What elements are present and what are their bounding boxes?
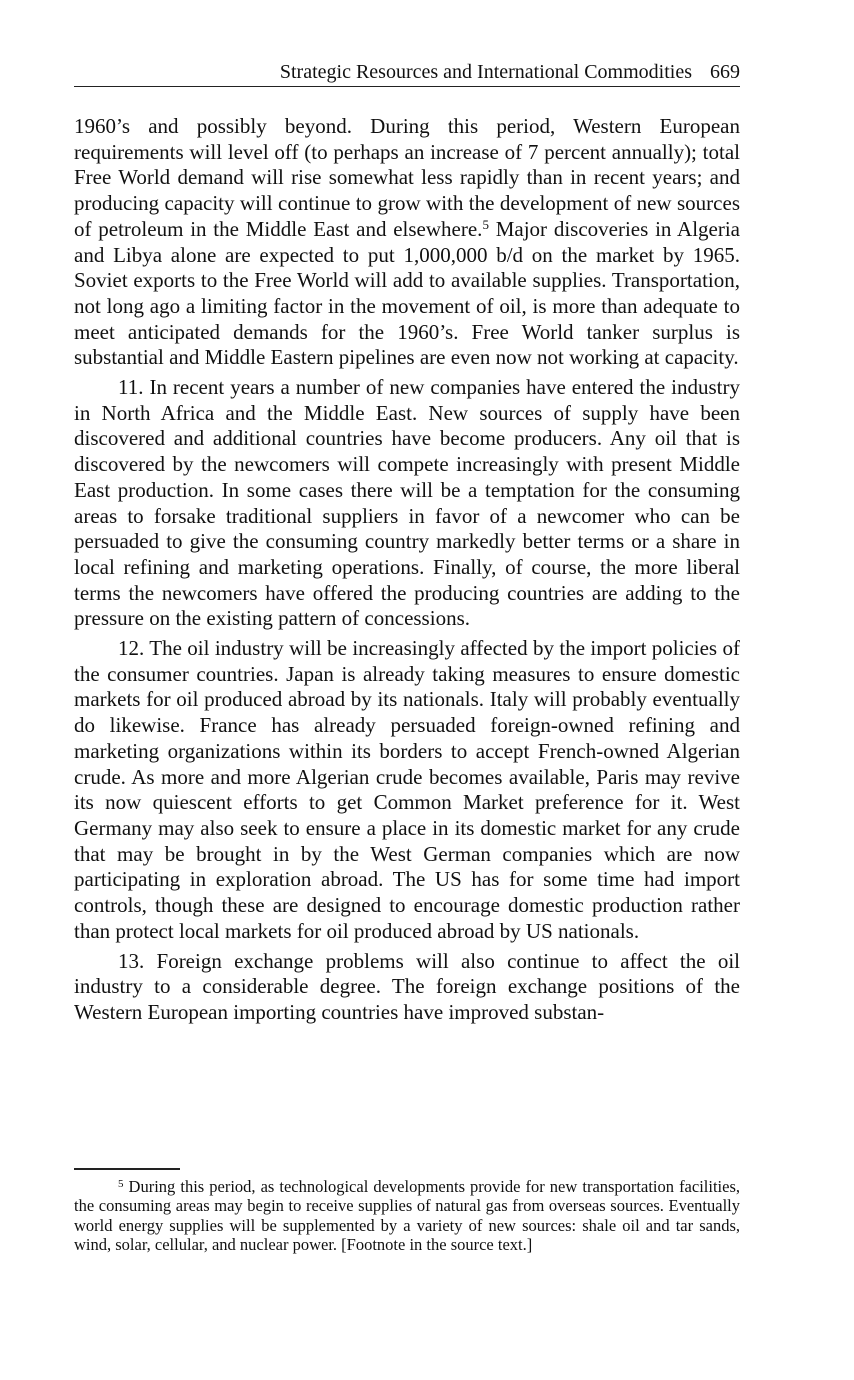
paragraph-text: 1960’s and possibly beyond. During this period, Western European requirements will level off (to perhaps an increase of 7 percent annually); total Free World demand will rise somewhat less rapidly than in recent years; and producing capacity will continue to grow with the development of new sources of petroleum in the Middle East and elsewhere. xyxy=(74,114,740,241)
footnote-divider xyxy=(74,1168,180,1170)
body-text xyxy=(74,114,740,1026)
paragraph-12: 12. The oil industry will be increasingly affected by the import policies of the consumer countries. Japan is already taking measures to ensure domestic markets for oil produced abroad by its nationals. Italy will probably eventually do likewise. France has already persuaded foreign-owned refining and marketing organizations within its borders to accept French-owned Algerian crude. As more and more Algerian crude becomes available, Paris may revive its now quiescent efforts to get Common Market preference for it. West Germany may also seek to ensure a place in its domestic market for any crude that may be brought in by the West German companies which are now participating in exploration abroad. The US has for some time had import controls, though these are designed to encourage domestic production rather than protect local markets for oil produced abroad by US nationals. xyxy=(74,636,740,943)
footnote-reference: 5 xyxy=(482,216,489,232)
paragraph-11: 11. In recent years a number of new companies have entered the industry in North Africa and the Middle East. New sources of supply have been discovered and additional countries have become producers. Any oil that is discovered by the newcomers will compete increasingly with present Middle East production. In some cases there will be a temptation for the consuming areas to forsake traditional suppliers in favor of a newcomer who can be persuaded to give the consuming country markedly better terms or a share in local refining and marketing operations. Finally, of course, the more liberal terms the newcomers have offered the producing countries are adding to the pressure on the existing pattern of concessions. xyxy=(74,375,740,631)
running-title: Strategic Resources and International Commodities xyxy=(279,61,692,83)
paragraph-text: Major discoveries in Algeria and Libya alone are expected to put 1,000,000 b/d on the market by 1965. Soviet exports to the Free World will add to available supplies. Transportation, not long ago a limiting factor in the movement of oil, is more than adequate to meet anticipated demands for the 1960’s. Free World tanker surplus is substantial and Middle Eastern pipelines are even now not working at capacity. xyxy=(74,216,740,370)
page-number: 669 xyxy=(710,61,740,83)
footnote-marker: 5 xyxy=(118,1178,124,1190)
paragraph-13: 13. Foreign exchange problems will also continue to affect the oil industry to a considerable degree. The foreign exchange positions of the Western European importing countries have improved substan- xyxy=(74,948,740,1024)
footnote xyxy=(74,1177,740,1254)
paragraph-continued xyxy=(74,114,740,371)
footnote-text: During this period, as technological developments provide for new transportation facilities, the consuming areas may begin to receive supplies of natural gas from overseas sources. Eventually world energy supplies will be supplemented by a variety of new sources: shale oil and tar sands, wind, solar, cellular, and nuclear power. [Footnote in the source text.] xyxy=(74,1177,740,1254)
running-header xyxy=(74,60,740,87)
